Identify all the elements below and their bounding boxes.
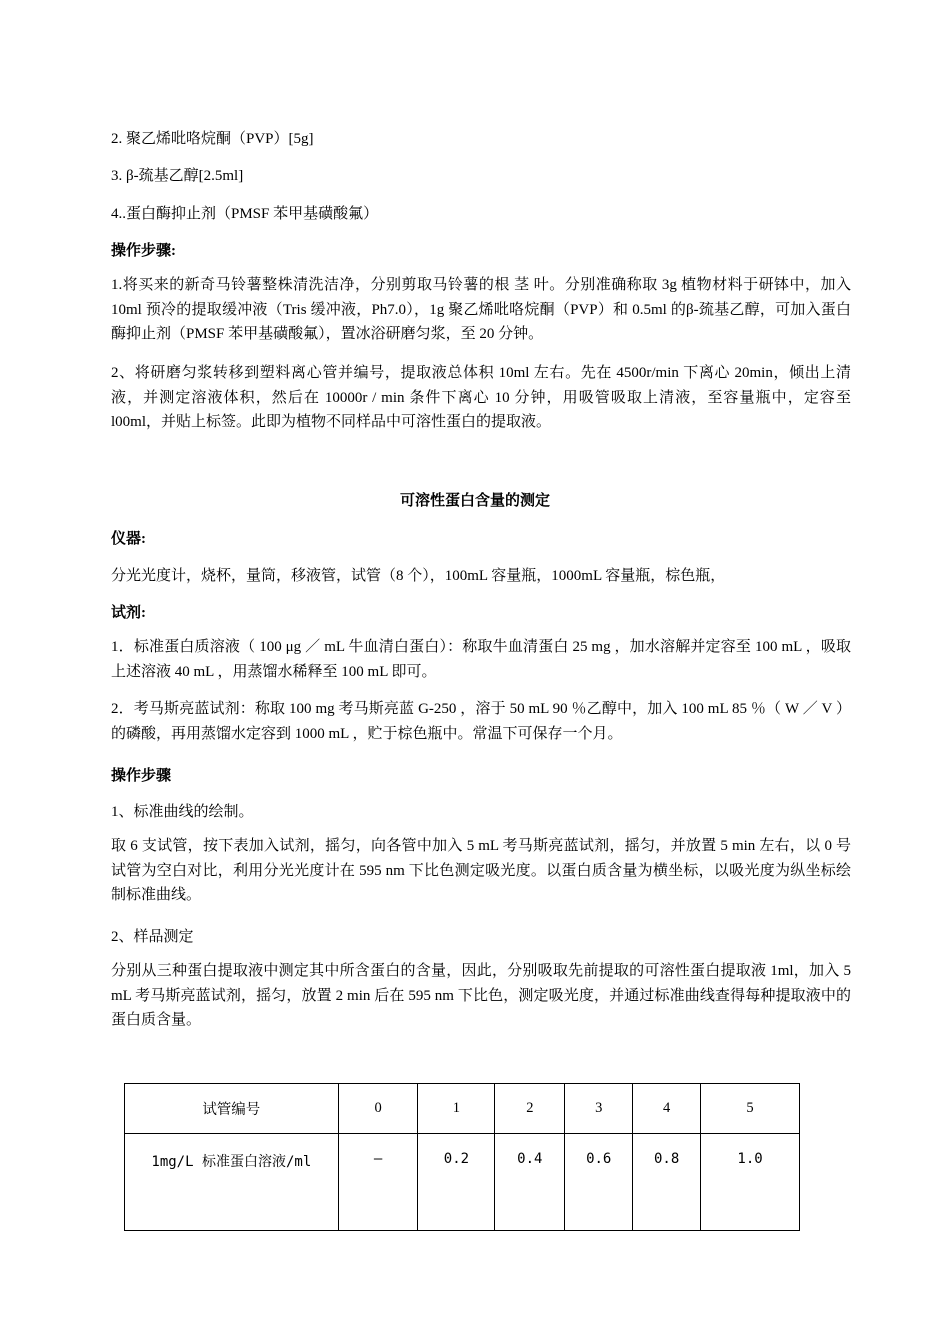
table-cell: 0 xyxy=(338,1084,418,1134)
table-cell: 0.4 xyxy=(495,1134,565,1231)
table-cell: 试管编号 xyxy=(125,1084,339,1134)
extraction-step-2: 2、将研磨匀浆转移到塑料离心管并编号，提取液总体积 10ml 左右。先在 4500r/min 下离心 20min，倾出上清液，并测定溶液体积，然后在 10000r / min 条件下离心 10 分钟，用吸管吸取上清液，至容量瓶中，定容至 l00ml，并贴上标签。此即为植物不同样品中可溶性蛋白的提取液。 xyxy=(111,365,851,430)
procedure-sub1-text: 取 6 支试管，按下表加入试剂，摇匀，向各管中加入 5 mL 考马斯亮蓝试剂，摇匀，并放置 5 min 左右，以 0 号试管为空白对比，利用分光光度计在 595 nm 下比色测定吸光度。以蛋白质含量为横坐标，以吸光度为纵坐标绘制标准曲线。 xyxy=(111,838,851,903)
table-cell: 2 xyxy=(495,1084,565,1134)
standard-curve-table xyxy=(124,1083,800,1231)
reagent-item-pvp: 2. 聚乙烯吡咯烷酮（PVP）[5g] xyxy=(111,131,314,147)
table-cell: 0.6 xyxy=(565,1134,633,1231)
table-cell: 1mg/L 标准蛋白溶液/ml xyxy=(125,1134,339,1231)
procedure-heading: 操作步骤 xyxy=(111,768,172,784)
table-cell: 1 xyxy=(418,1084,495,1134)
reagent-item-mercaptoethanol: 3. β-巯基乙醇[2.5ml] xyxy=(111,168,244,184)
table-header-row xyxy=(125,1084,800,1134)
reagent-standard-protein: 1．标准蛋白质溶液（ 100 μg ／ mL 牛血清白蛋白）：称取牛血清蛋白 25 mg ，加水溶解并定容至 100 mL ，吸取上述溶液 40 mL ，用蒸馏水稀释至 100 mL 即可。 xyxy=(111,639,851,680)
extraction-step-1: 1.将买来的新奇马铃薯整株清洗洁净，分别剪取马铃薯的根 茎 叶。分别准确称取 3g 植物材料于研钵中，加入 10ml 预冷的提取缓冲液（Tris 缓冲液，Ph7.0），1g 聚乙烯吡咯烷酮（PVP）和 0.5ml 的β-巯基乙醇，可加入蛋白酶抑止剂（PMSF 苯甲基磺酸氟），置冰浴研磨匀浆，至 20 分钟。 xyxy=(111,277,851,342)
table-cell: — xyxy=(338,1134,418,1231)
table-cell: 0.8 xyxy=(633,1134,701,1231)
reagent-coomassie: 2．考马斯亮蓝试剂：称取 100 mg 考马斯亮蓝 G-250 ，溶于 50 mL 90 ％乙醇中，加入 100 mL 85 ％（ W ／ V ）的磷酸，再用蒸馏水定容到 1000 mL ，贮于棕色瓶中。常温下可保存一个月。 xyxy=(111,701,851,742)
instruments-list: 分光光度计，烧杯，量筒，移液管，试管（8 个），100mL 容量瓶，1000mL 容量瓶，棕色瓶， xyxy=(111,568,726,584)
table-cell: 4 xyxy=(633,1084,701,1134)
instruments-heading: 仪器: xyxy=(111,531,146,547)
table-cell: 5 xyxy=(701,1084,800,1134)
procedure-sub2-text: 分别从三种蛋白提取液中测定其中所含蛋白的含量，因此，分别吸取先前提取的可溶性蛋白提取液 1ml，加入 5 mL 考马斯亮蓝试剂，摇匀，放置 2 min 后在 595 nm 下比色，测定吸光度，并通过标准曲线查得每种提取液中的蛋白质含量。 xyxy=(111,963,851,1028)
extraction-steps-heading: 操作步骤: xyxy=(111,243,176,259)
procedure-sub2-title: 2、样品测定 xyxy=(111,929,194,945)
table-row xyxy=(125,1134,800,1231)
reagents-heading: 试剂: xyxy=(111,605,146,621)
reagent-item-pmsf: 4..蛋白酶抑止剂（PMSF 苯甲基磺酸氟） xyxy=(111,206,379,222)
table-cell: 3 xyxy=(565,1084,633,1134)
table-cell: 1.0 xyxy=(701,1134,800,1231)
section-title: 可溶性蛋白含量的测定 xyxy=(399,493,550,509)
table-cell: 0.2 xyxy=(418,1134,495,1231)
procedure-sub1-title: 1、标准曲线的绘制。 xyxy=(111,804,254,820)
